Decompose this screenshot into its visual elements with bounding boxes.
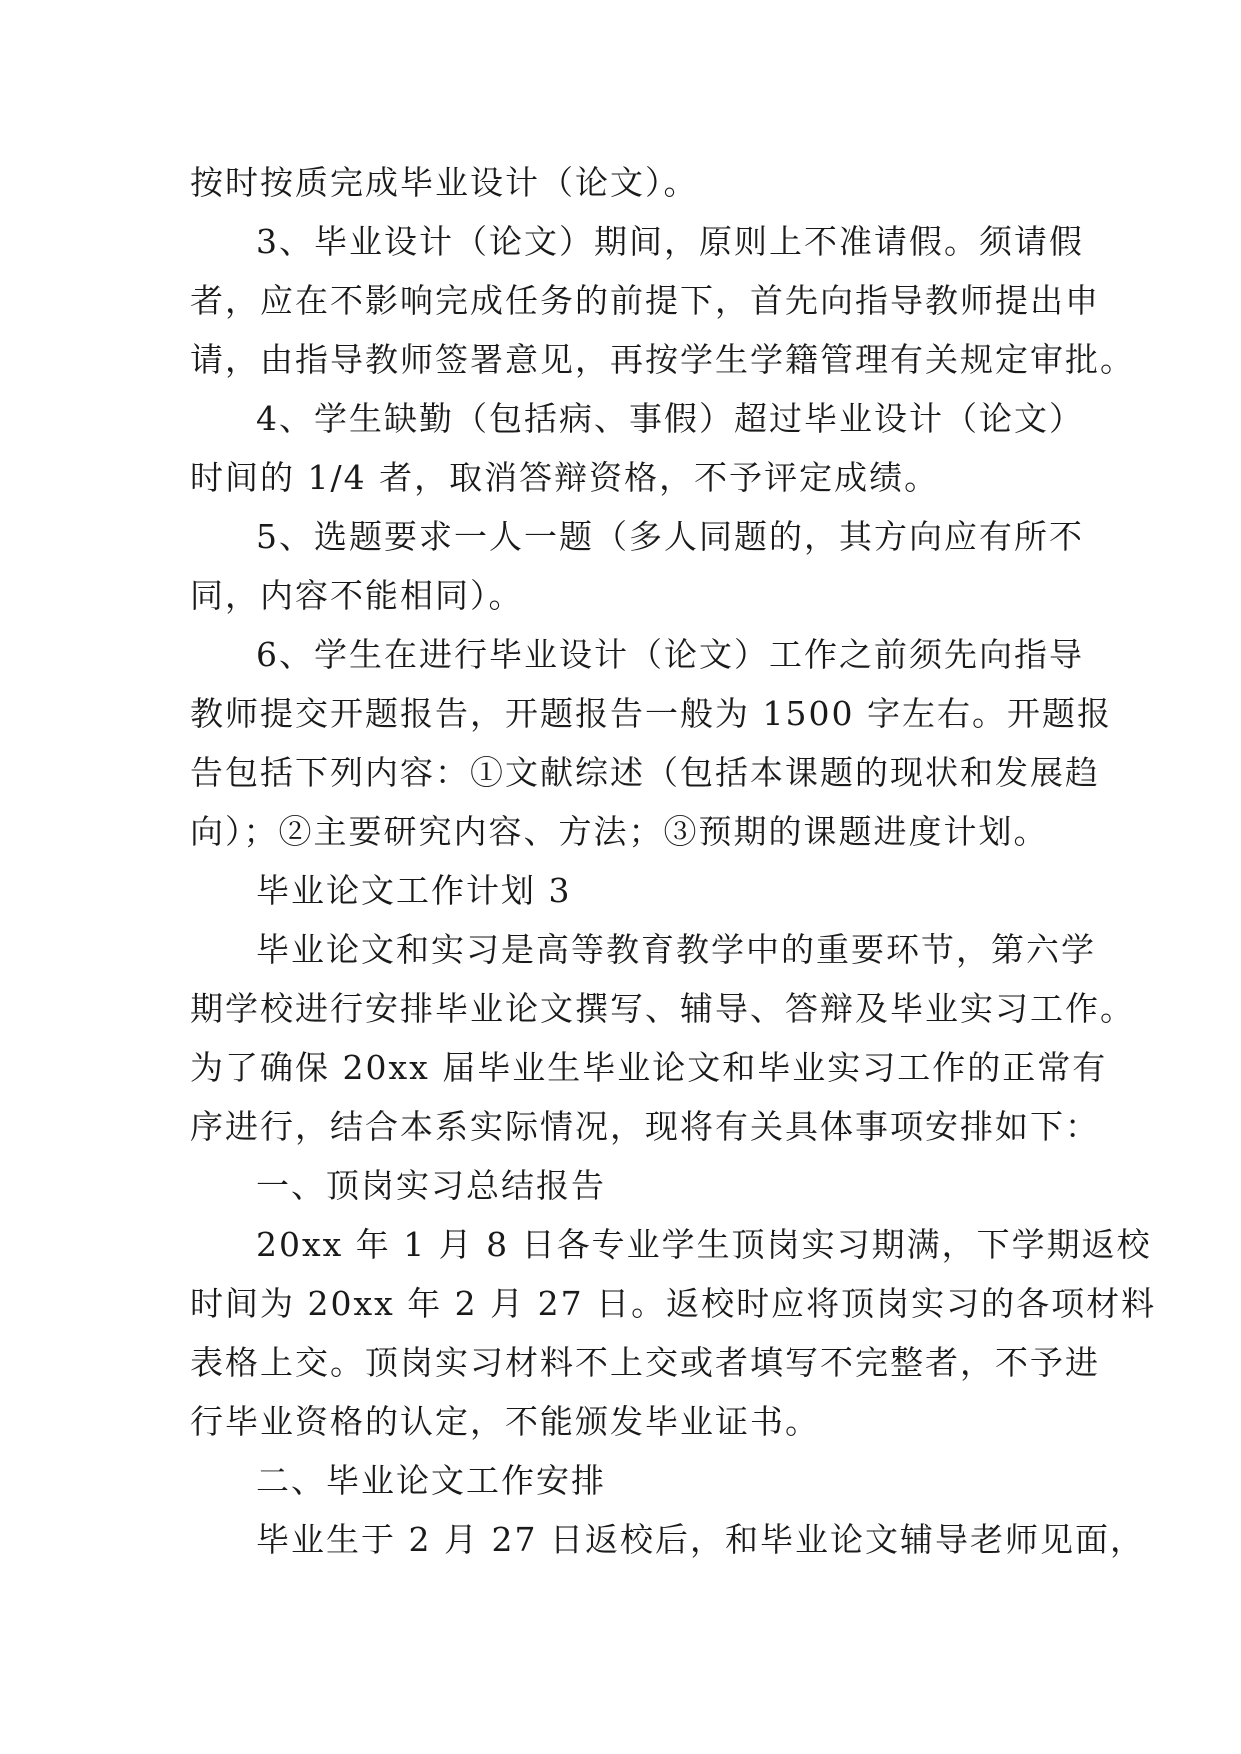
text-line: 20xx 年 1 月 8 日各专业学生顶岗实习期满，下学期返校 [256,1225,1152,1264]
text-line: 教师提交开题报告，开题报告一般为 1500 字左右。开题报 [190,694,1112,733]
section-heading: 一、顶岗实习总结报告 [256,1166,606,1205]
text-line: 时间的 1/4 者，取消答辩资格，不予评定成绩。 [190,458,940,497]
text-line: 同，内容不能相同）。 [190,576,524,615]
text-line: 序进行，结合本系实际情况，现将有关具体事项安排如下： [190,1107,1100,1146]
text-line: 4、学生缺勤（包括病、事假）超过毕业设计（论文） [256,399,1084,438]
section-heading: 毕业论文工作计划 3 [256,871,572,910]
text-line: 5、选题要求一人一题（多人同题的，其方向应有所不 [256,517,1084,556]
text-line: 告包括下列内容：①文献综述（包括本课题的现状和发展趋 [190,753,1100,792]
text-line: 行毕业资格的认定，不能颁发毕业证书。 [190,1402,820,1441]
text-line: 6、学生在进行毕业设计（论文）工作之前须先向指导 [256,635,1084,674]
text-line: 表格上交。顶岗实习材料不上交或者填写不完整者，不予进 [190,1343,1100,1382]
text-line: 按时按质完成毕业设计（论文）。 [190,163,699,202]
section-heading: 二、毕业论文工作安排 [256,1461,606,1500]
text-line: 期学校进行安排毕业论文撰写、辅导、答辩及毕业实习工作。 [190,989,1135,1028]
text-line: 者，应在不影响完成任务的前提下，首先向指导教师提出申 [190,281,1100,320]
text-line: 3、毕业设计（论文）期间，原则上不准请假。须请假 [256,222,1084,261]
text-line: 为了确保 20xx 届毕业生毕业论文和毕业实习工作的正常有 [190,1048,1108,1087]
text-line: 毕业生于 2 月 27 日返校后，和毕业论文辅导老师见面， [256,1520,1145,1559]
text-line: 向）；②主要研究内容、方法；③预期的课题进度计划。 [190,812,1049,851]
text-line: 毕业论文和实习是高等教育教学中的重要环节，第六学 [256,930,1096,969]
text-line: 时间为 20xx 年 2 月 27 日。返校时应将顶岗实习的各项材料 [190,1284,1157,1323]
text-line: 请，由指导教师签署意见，再按学生学籍管理有关规定审批。 [190,340,1135,379]
